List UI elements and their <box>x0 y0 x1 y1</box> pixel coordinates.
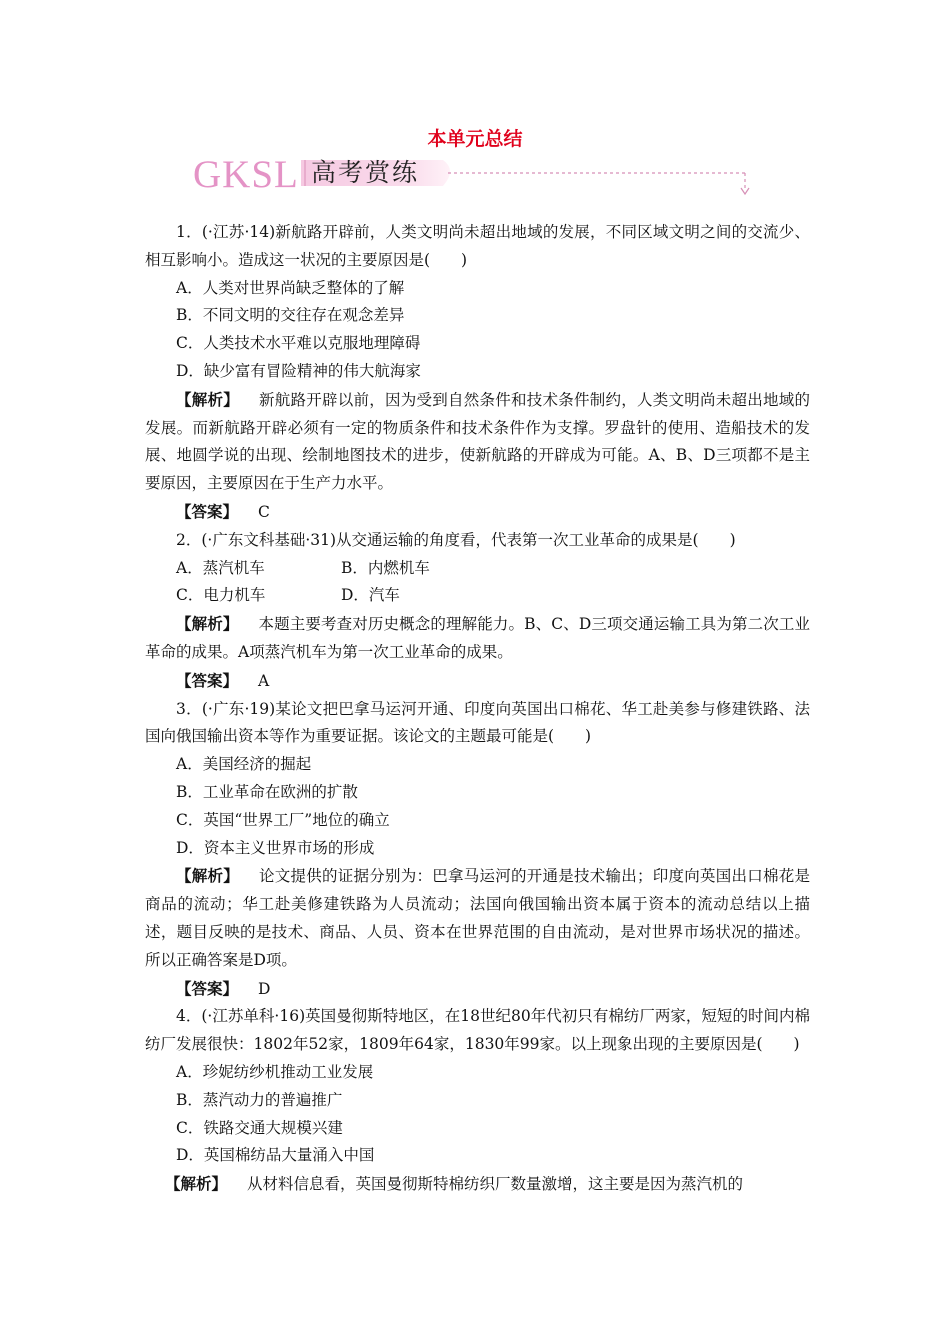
option: D．缺少富有冒险精神的伟大航海家 <box>176 361 421 380</box>
option: C．电力机车 <box>176 586 266 605</box>
answer-paragraph <box>145 975 810 1004</box>
analysis-paragraph <box>145 610 810 667</box>
option-row <box>145 555 810 583</box>
option: A．珍妮纺纱机推动工业发展 <box>176 1062 374 1081</box>
answer-paragraph <box>145 667 810 696</box>
option-row <box>145 582 810 610</box>
answer-value: D <box>258 979 271 998</box>
answer-value: A <box>258 671 270 690</box>
answer-value: C <box>258 502 270 521</box>
question-stem: 1．(·江苏·14)新航路开辟前，人类文明尚未超出地域的发展，不同区域文明之间的交流少、相互影响小。造成这一状况的主要原因是( ) <box>145 223 810 269</box>
option: B．蒸汽动力的普遍推广 <box>176 1090 343 1109</box>
option: A．人类对世界尚缺乏整体的了解 <box>176 278 405 297</box>
analysis-paragraph <box>145 862 810 974</box>
analysis-text: 本题主要考查对历史概念的理解能力。B、C、D三项交通运输工具为第二次工业革命的成果。A项蒸汽机车为第一次工业革命的成果。 <box>145 615 810 661</box>
banner-logo-text: GKSL <box>193 153 299 196</box>
page-title: 本单元总结 <box>427 128 523 150</box>
option: C．铁路交通大规模兴建 <box>176 1118 343 1137</box>
analysis-label: 【解析】 <box>165 1174 228 1194</box>
analysis-text: 从材料信息看，英国曼彻斯特棉纺织厂数量激增，这主要是因为蒸汽机的 <box>247 1175 744 1194</box>
question-stem: 2．(·广东文科基础·31)从交通运输的角度看，代表第一次工业革命的成果是( ) <box>176 530 736 549</box>
option: A．蒸汽机车 <box>176 558 265 577</box>
answer-label: 【答案】 <box>176 978 239 998</box>
analysis-label: 【解析】 <box>176 614 239 634</box>
analysis-paragraph <box>145 1170 810 1199</box>
analysis-label: 【解析】 <box>176 389 239 409</box>
answer-label: 【答案】 <box>176 501 239 521</box>
option: D．资本主义世界市场的形成 <box>176 838 375 857</box>
option: A．美国经济的掘起 <box>176 755 312 774</box>
option: B．不同文明的交往存在观念差异 <box>176 306 405 325</box>
analysis-label: 【解析】 <box>176 866 239 886</box>
answer-paragraph <box>145 498 810 527</box>
analysis-paragraph <box>145 386 810 498</box>
option: C．人类技术水平难以克服地理障碍 <box>176 334 421 353</box>
option: D．英国棉纺品大量涌入中国 <box>176 1146 375 1165</box>
option: B．工业革命在欧洲的扩散 <box>176 782 358 801</box>
analysis-text: 论文提供的证据分别为：巴拿马运河的开通是技术输出；印度向英国出口棉花是商品的流动；华工赴美修建铁路为人员流动；法国向俄国输出资本属于资本的流动总结以上描述，题目反映的是技术、商品、人员、资本在世界范围的自由流动，是对世界市场状况的描述。所以正确答案是D项。 <box>145 867 810 969</box>
option: D．汽车 <box>341 586 400 605</box>
analysis-text: 新航路开辟以前，因为受到自然条件和技术条件制约，人类文明尚未超出地域的发展。而新航路开辟必须有一定的物质条件和技术条件作为支撑。罗盘针的使用、造船技术的发展、地圆学说的出现、绘制地图技术的进步，使新航路的开辟成为可能。A、B、D三项都不是主要原因，主要原因在于生产力水平。 <box>145 390 810 493</box>
option: B．内燃机车 <box>341 558 430 577</box>
section-banner <box>193 152 758 198</box>
question-stem: 3．(·广东·19)某论文把巴拿马运河开通、印度向英国出口棉花、华工赴美参与修建铁路、法国向俄国输出资本等作为重要证据。该论文的主题最可能是( ) <box>145 699 810 746</box>
question-list <box>145 219 810 1199</box>
option: C．英国“世界工厂”地位的确立 <box>176 810 390 829</box>
answer-label: 【答案】 <box>176 670 239 690</box>
banner-label: 高考赏练 <box>311 158 420 187</box>
question-stem: 4．(·江苏单科·16)英国曼彻斯特地区，在18世纪80年代初只有棉纺厂两家，短短的时间内棉纺厂发展很快：1802年52家，1809年64家，1830年99家。以上现象出现的主要原因是( ) <box>145 1007 810 1054</box>
